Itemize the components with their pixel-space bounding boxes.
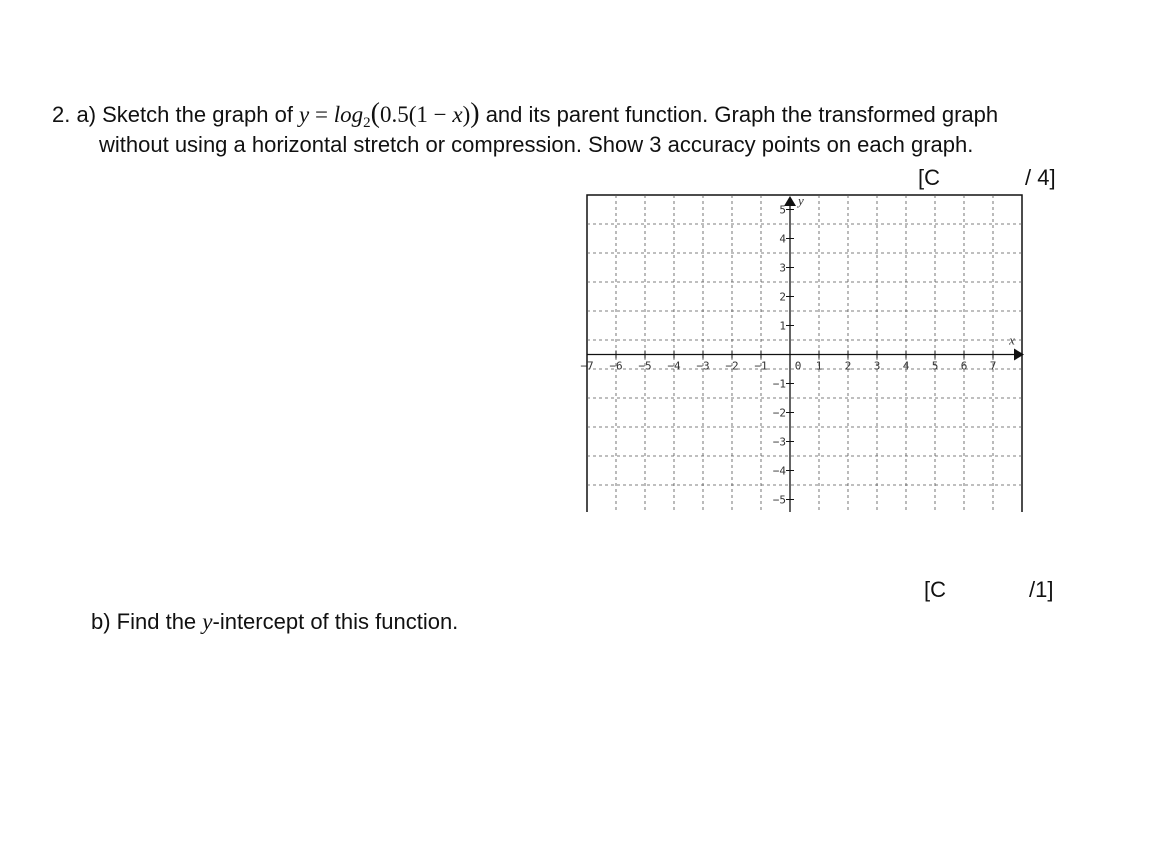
- equation-x: x: [452, 102, 463, 127]
- question-line-2: without using a horizontal stretch or compression. Show 3 accuracy points on each graph.: [99, 132, 974, 157]
- x-tick-label: 5: [931, 359, 939, 373]
- y-tick-label: −4: [772, 464, 786, 478]
- x-tick-label: 7: [989, 359, 997, 373]
- coordinate-grid: [580, 190, 1060, 512]
- y-axis-label: y: [798, 193, 804, 208]
- question-line-1: [52, 98, 998, 130]
- x-axis-label: x: [1009, 332, 1015, 348]
- equation: [299, 98, 480, 131]
- y-tick-label: 1: [779, 319, 786, 333]
- marks-a-score: / 4]: [1025, 165, 1056, 190]
- x-tick-label: 6: [960, 359, 968, 373]
- x-tick-label: −2: [725, 359, 739, 373]
- y-tick-label: 4: [779, 232, 786, 246]
- equation-close-paren: ): [470, 98, 480, 129]
- marks-b-score: /1]: [1029, 577, 1054, 602]
- marks-b-category: [C: [924, 577, 946, 602]
- part-b-variable: y: [202, 609, 213, 634]
- x-tick-label: −1: [754, 359, 768, 373]
- y-tick-label: 5: [779, 203, 786, 217]
- equation-inner-close: ): [462, 102, 471, 127]
- equation-log-base: 2: [363, 115, 371, 131]
- x-tick-label: −7: [580, 359, 594, 373]
- part-b-question: [91, 609, 458, 635]
- y-tick-label: −2: [772, 406, 786, 420]
- equation-equals: =: [309, 102, 334, 127]
- y-tick-label: 2: [779, 290, 786, 304]
- y-tick-label: −5: [772, 493, 786, 507]
- x-tick-label: 4: [902, 359, 910, 373]
- equation-inner: 0.5(1 −: [379, 102, 453, 127]
- equation-log: log: [333, 102, 364, 127]
- question-text-prefix: 2. a) Sketch the graph of: [52, 102, 300, 127]
- x-tick-label: 3: [873, 359, 881, 373]
- x-tick-label: −3: [696, 359, 710, 373]
- equation-open-paren: (: [370, 98, 380, 129]
- x-tick-label: −5: [638, 359, 652, 373]
- marks-a-category: [C: [918, 165, 940, 190]
- grid-border: [587, 195, 1022, 512]
- x-tick-label: −4: [667, 359, 681, 373]
- x-tick-label: 2: [844, 359, 852, 373]
- x-tick-label: 1: [815, 359, 823, 373]
- question-text-suffix: and its parent function. Graph the transformed graph: [479, 102, 999, 127]
- x-tick-label: 0: [794, 359, 802, 373]
- y-tick-label: −3: [772, 435, 786, 449]
- x-tick-label: −6: [609, 359, 623, 373]
- part-b-suffix: -intercept of this function.: [212, 609, 459, 634]
- y-tick-label: 3: [779, 261, 786, 275]
- equation-y: y: [299, 102, 310, 127]
- y-tick-label: −1: [772, 377, 786, 391]
- part-b-prefix: b) Find the: [91, 609, 203, 634]
